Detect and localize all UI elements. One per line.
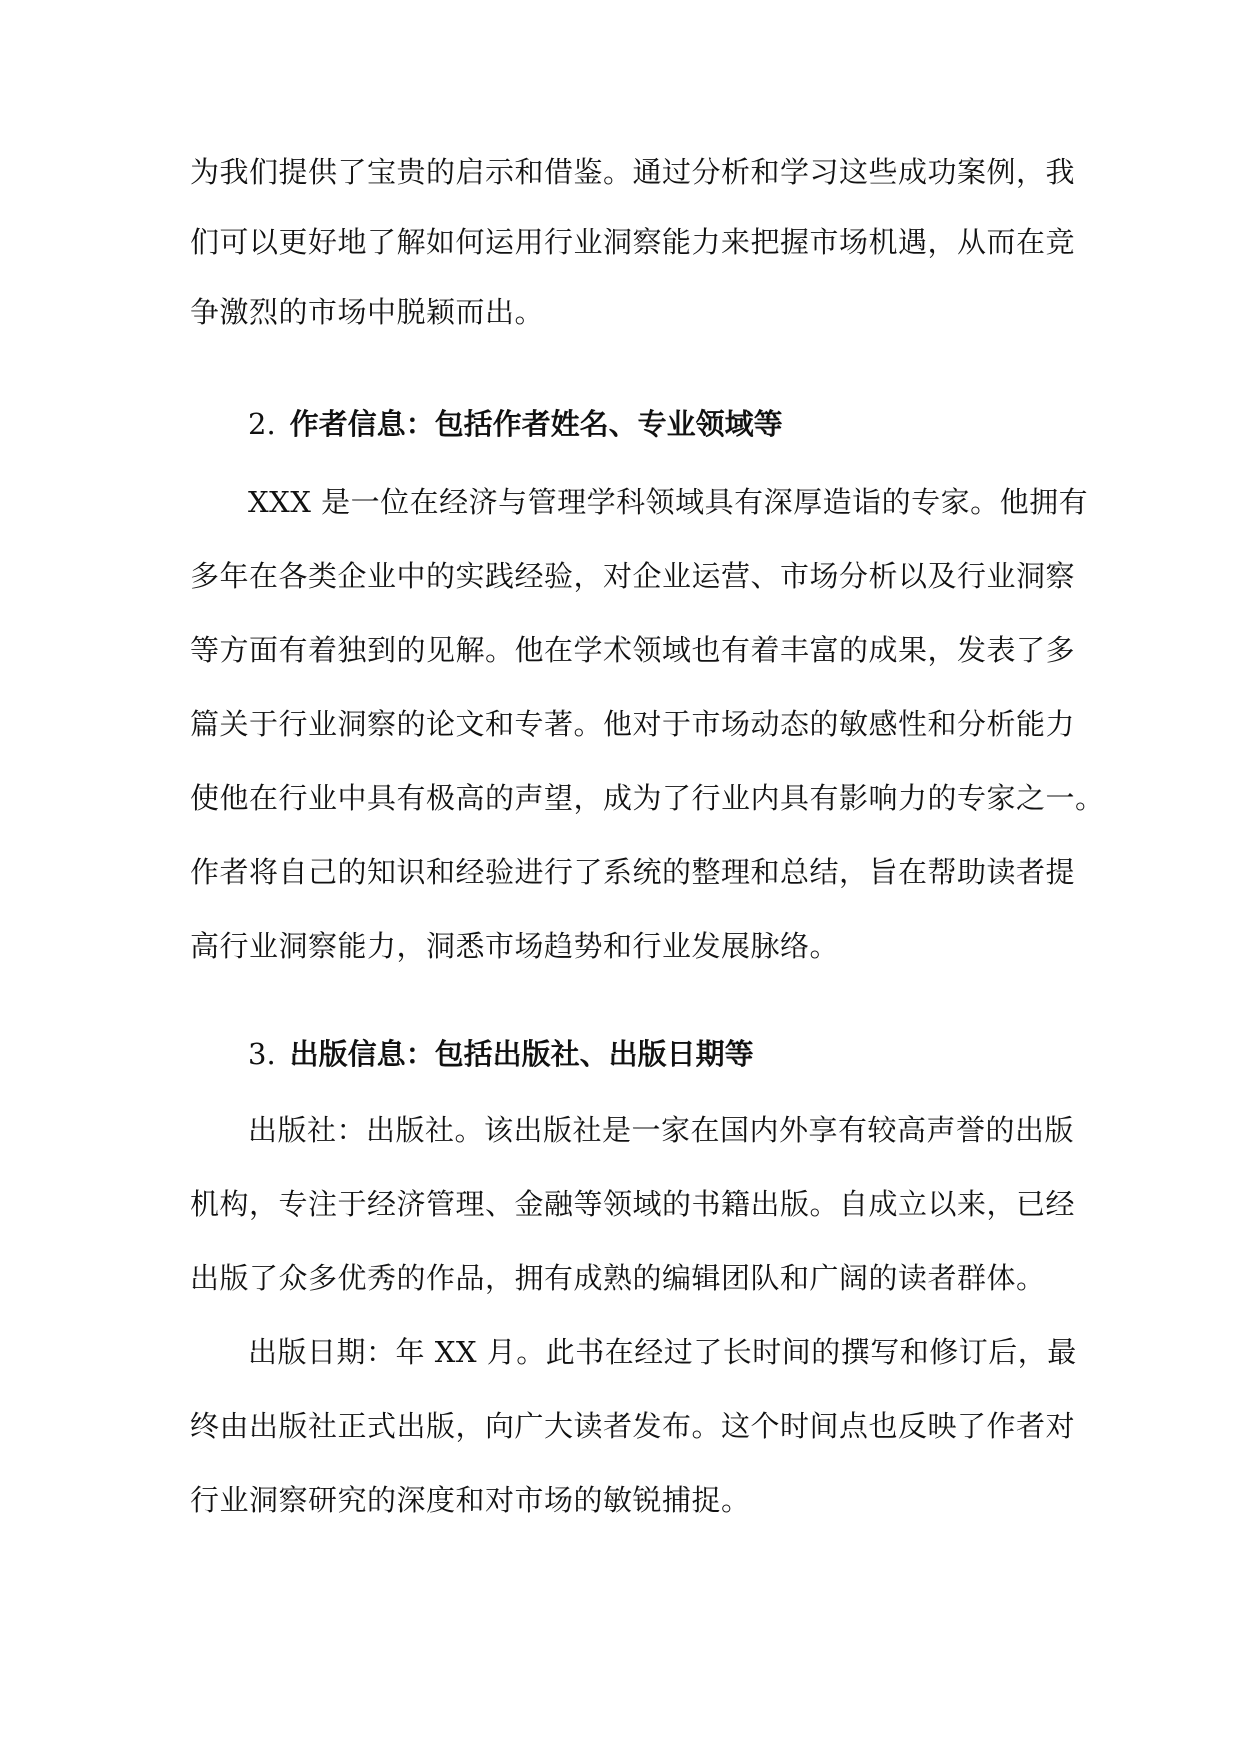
date-line-3: 行业洞察研究的深度和对市场的敏锐捕捉。 xyxy=(190,1483,751,1517)
publisher-line-3: 出版了众多优秀的作品，拥有成熟的编辑团队和广阔的读者群体。 xyxy=(190,1261,1046,1295)
section-2-line-1: XXX 是一位在经济与管理学科领域具有深厚造诣的专家。他拥有 xyxy=(248,485,1089,519)
section-2-line-7: 高行业洞察能力，洞悉市场趋势和行业发展脉络。 xyxy=(190,929,840,963)
intro-line-1: 为我们提供了宝贵的启示和借鉴。通过分析和学习这些成功案例，我 xyxy=(190,155,1076,189)
publisher-line-1: 出版社：出版社。该出版社是一家在国内外享有较高声誉的出版 xyxy=(248,1113,1075,1147)
section-2-line-3: 等方面有着独到的见解。他在学术领域也有着丰富的成果，发表了多 xyxy=(190,633,1076,667)
section-3-title: 出版信息：包括出版社、出版日期等 xyxy=(289,1037,754,1071)
section-2-number: 2. xyxy=(248,407,276,441)
section-3-heading xyxy=(248,1030,1060,1078)
section-2-line-2: 多年在各类企业中的实践经验，对企业运营、市场分析以及行业洞察 xyxy=(190,559,1076,593)
section-2-line-5: 使他在行业中具有极高的声望，成为了行业内具有影响力的专家之一。 xyxy=(190,781,1105,815)
intro-line-3: 争激烈的市场中脱颖而出。 xyxy=(190,295,545,329)
section-2-title: 作者信息：包括作者姓名、专业领域等 xyxy=(289,407,783,441)
section-2-heading xyxy=(248,400,1060,448)
section-2-line-4: 篇关于行业洞察的论文和专著。他对于市场动态的敏感性和分析能力 xyxy=(190,707,1076,741)
intro-line-2: 们可以更好地了解如何运用行业洞察能力来把握市场机遇，从而在竞 xyxy=(190,225,1076,259)
section-2-line-6: 作者将自己的知识和经验进行了系统的整理和总结，旨在帮助读者提 xyxy=(190,855,1076,889)
date-line-2: 终由出版社正式出版，向广大读者发布。这个时间点也反映了作者对 xyxy=(190,1409,1076,1443)
date-line-1: 出版日期：年 XX 月。此书在经过了长时间的撰写和修订后，最 xyxy=(248,1335,1077,1369)
section-3-number: 3. xyxy=(248,1037,276,1071)
publisher-line-2: 机构，专注于经济管理、金融等领域的书籍出版。自成立以来，已经 xyxy=(190,1187,1076,1221)
